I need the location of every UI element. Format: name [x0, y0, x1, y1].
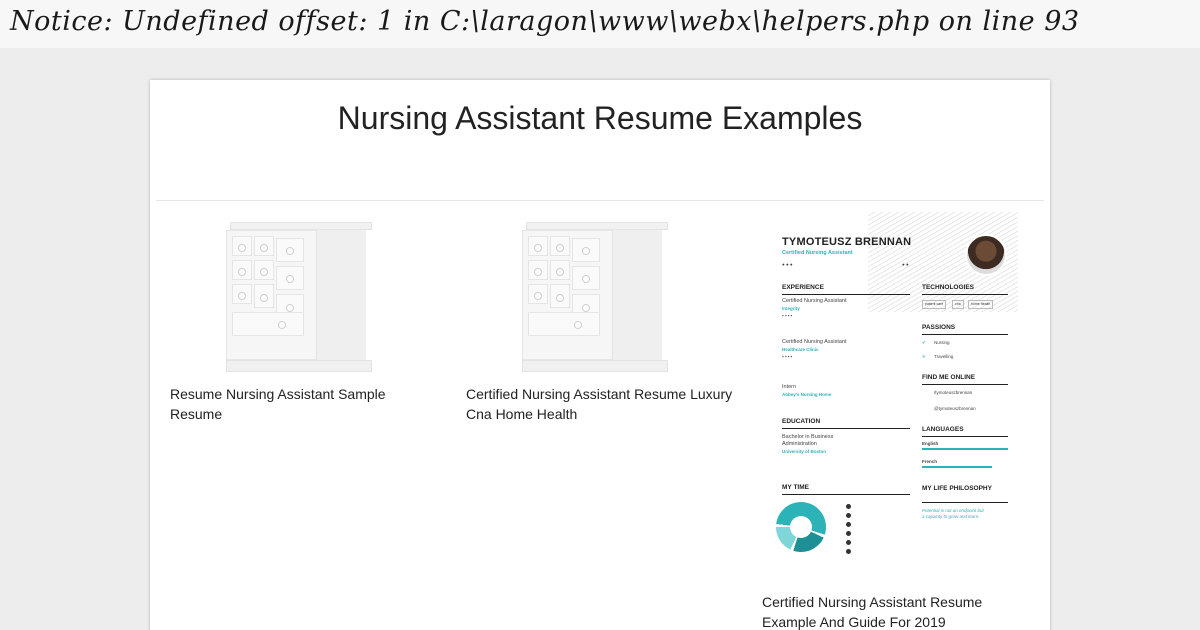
resume-image[interactable]: TYMOTEUSZ BRENNAN Certified Nursing Assistant ● ● ● ● ● EXPERIENCE Certified Nursing Assistant Integrity ▪ ▪ ▪ ▪ Certified Nursing Assistant Healthcare Clinic ▪ ▪ ▪ ▪ Intern Abbey's Nursing Home EDUCATION Bachelor in Business Administration University of Boston MY TIME TECHNOLOGIES patient care cna home health PASSIONS ✔ Nursing ✈ Travelling FIND ME ONLINE /tymoteuszbrennan @tymoteuszbrennan LANGUAGES English French MY LIFE PHILOSOPHY Potential is not an endpoint but a capacity to grow and learn.	[762, 212, 1018, 580]
section-education: EDUCATION	[782, 418, 821, 425]
resume-name: TYMOTEUSZ BRENNAN	[782, 236, 912, 248]
page-title: Nursing Assistant Resume Examples	[337, 100, 863, 136]
php-notice-banner: Notice: Undefined offset: 1 in C:\laragon\www\webx\helpers.php on line 93	[0, 0, 1200, 48]
section-my-time: MY TIME	[782, 484, 809, 491]
section-find-me-online: FIND ME ONLINE	[922, 374, 976, 381]
gallery-item[interactable]	[466, 220, 736, 420]
time-donut-chart	[776, 502, 826, 552]
gallery-item[interactable]	[170, 220, 440, 420]
resume-role: Certified Nursing Assistant	[782, 250, 853, 256]
section-experience: EXPERIENCE	[782, 284, 824, 291]
white-dresser-image[interactable]	[522, 222, 672, 374]
section-passions: PASSIONS	[922, 324, 956, 331]
white-dresser-image[interactable]	[226, 222, 376, 374]
section-life-philosophy: MY LIFE PHILOSOPHY	[922, 485, 992, 492]
section-technologies: TECHNOLOGIES	[922, 284, 975, 291]
gallery-caption[interactable]: Certified Nursing Assistant Resume Luxury Cna Home Health	[466, 386, 733, 422]
avatar	[965, 234, 1007, 276]
content-card	[150, 80, 1050, 630]
gallery-caption[interactable]: Resume Nursing Assistant Sample Resume	[170, 386, 386, 422]
section-languages: LANGUAGES	[922, 426, 964, 433]
title-divider	[156, 200, 1044, 201]
gallery-caption[interactable]: Certified Nursing Assistant Resume Example And Guide For 2019	[762, 594, 983, 630]
